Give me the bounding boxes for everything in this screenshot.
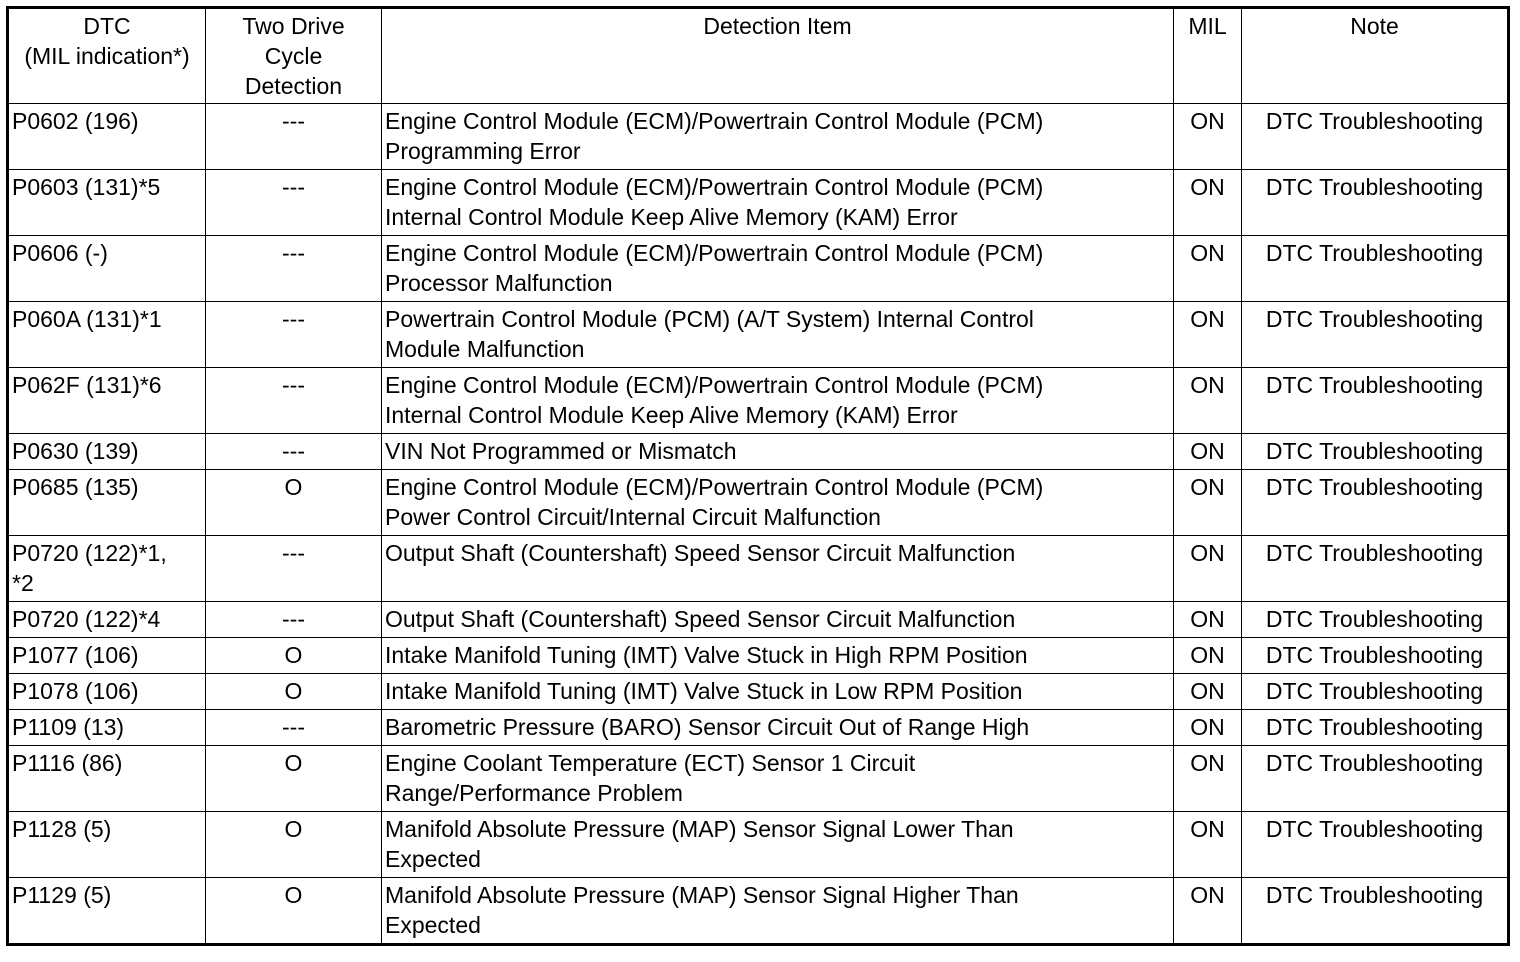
header-two-drive-cycle: Two Drive Cycle Detection [206,8,382,104]
mil-status: ON [1174,368,1242,434]
detection-item: Intake Manifold Tuning (IMT) Valve Stuck in Low RPM Position [382,674,1174,710]
detection-item: Engine Control Module (ECM)/Powertrain Control Module (PCM) Internal Control Module Keep Alive Memory (KAM) Error [382,170,1174,236]
table-row [8,302,1509,368]
two-drive-cycle: --- [206,170,382,236]
mil-status: ON [1174,434,1242,470]
detection-item: VIN Not Programmed or Mismatch [382,434,1174,470]
mil-status: ON [1174,746,1242,812]
detection-item: Engine Control Module (ECM)/Powertrain Control Module (PCM) Programming Error [382,104,1174,170]
header-note: Note [1242,8,1509,104]
mil-status: ON [1174,710,1242,746]
table-row [8,812,1509,878]
note: DTC Troubleshooting [1242,812,1509,878]
mil-status: ON [1174,170,1242,236]
mil-status: ON [1174,104,1242,170]
two-drive-cycle: O [206,674,382,710]
dtc-code: P1128 (5) [8,812,206,878]
two-drive-cycle: O [206,878,382,945]
table-row [8,710,1509,746]
table-row [8,236,1509,302]
note: DTC Troubleshooting [1242,170,1509,236]
dtc-code: P0603 (131)*5 [8,170,206,236]
note: DTC Troubleshooting [1242,368,1509,434]
note: DTC Troubleshooting [1242,710,1509,746]
note: DTC Troubleshooting [1242,434,1509,470]
table-row [8,104,1509,170]
mil-status: ON [1174,470,1242,536]
dtc-code: P1129 (5) [8,878,206,945]
mil-status: ON [1174,602,1242,638]
table-row [8,602,1509,638]
detection-item: Engine Coolant Temperature (ECT) Sensor 1 Circuit Range/Performance Problem [382,746,1174,812]
note: DTC Troubleshooting [1242,302,1509,368]
header-mil: MIL [1174,8,1242,104]
table-row [8,674,1509,710]
dtc-code: P0606 (-) [8,236,206,302]
detection-item: Output Shaft (Countershaft) Speed Sensor Circuit Malfunction [382,602,1174,638]
table-row [8,746,1509,812]
dtc-code: P1077 (106) [8,638,206,674]
mil-status: ON [1174,878,1242,945]
detection-item: Intake Manifold Tuning (IMT) Valve Stuck in High RPM Position [382,638,1174,674]
mil-status: ON [1174,812,1242,878]
note: DTC Troubleshooting [1242,470,1509,536]
detection-item: Barometric Pressure (BARO) Sensor Circuit Out of Range High [382,710,1174,746]
two-drive-cycle: --- [206,434,382,470]
dtc-code: P0685 (135) [8,470,206,536]
dtc-code: P0720 (122)*1, *2 [8,536,206,602]
dtc-code: P0602 (196) [8,104,206,170]
table-row [8,878,1509,945]
note: DTC Troubleshooting [1242,746,1509,812]
mil-status: ON [1174,302,1242,368]
table-header-row [8,8,1509,104]
two-drive-cycle: O [206,746,382,812]
table-body [8,104,1509,945]
two-drive-cycle: O [206,638,382,674]
dtc-code: P0630 (139) [8,434,206,470]
detection-item: Engine Control Module (ECM)/Powertrain Control Module (PCM) Power Control Circuit/Internal Circuit Malfunction [382,470,1174,536]
dtc-code: P0720 (122)*4 [8,602,206,638]
two-drive-cycle: --- [206,236,382,302]
table-row [8,368,1509,434]
detection-item: Engine Control Module (ECM)/Powertrain Control Module (PCM) Internal Control Module Keep Alive Memory (KAM) Error [382,368,1174,434]
note: DTC Troubleshooting [1242,602,1509,638]
table-row [8,170,1509,236]
detection-item: Output Shaft (Countershaft) Speed Sensor Circuit Malfunction [382,536,1174,602]
two-drive-cycle: --- [206,710,382,746]
detection-item: Manifold Absolute Pressure (MAP) Sensor Signal Higher Than Expected [382,878,1174,945]
mil-status: ON [1174,674,1242,710]
two-drive-cycle: O [206,470,382,536]
dtc-code: P1116 (86) [8,746,206,812]
note: DTC Troubleshooting [1242,878,1509,945]
note: DTC Troubleshooting [1242,674,1509,710]
table-row [8,638,1509,674]
detection-item: Engine Control Module (ECM)/Powertrain Control Module (PCM) Processor Malfunction [382,236,1174,302]
two-drive-cycle: --- [206,302,382,368]
note: DTC Troubleshooting [1242,104,1509,170]
two-drive-cycle: --- [206,602,382,638]
header-dtc: DTC (MIL indication*) [8,8,206,104]
note: DTC Troubleshooting [1242,236,1509,302]
header-detection-item: Detection Item [382,8,1174,104]
dtc-code: P1109 (13) [8,710,206,746]
mil-status: ON [1174,236,1242,302]
note: DTC Troubleshooting [1242,536,1509,602]
table-row [8,536,1509,602]
detection-item: Manifold Absolute Pressure (MAP) Sensor Signal Lower Than Expected [382,812,1174,878]
table-row [8,434,1509,470]
dtc-code: P060A (131)*1 [8,302,206,368]
two-drive-cycle: O [206,812,382,878]
mil-status: ON [1174,536,1242,602]
mil-status: ON [1174,638,1242,674]
dtc-code: P1078 (106) [8,674,206,710]
table-row [8,470,1509,536]
two-drive-cycle: --- [206,536,382,602]
dtc-code: P062F (131)*6 [8,368,206,434]
two-drive-cycle: --- [206,368,382,434]
dtc-table [6,6,1510,946]
two-drive-cycle: --- [206,104,382,170]
detection-item: Powertrain Control Module (PCM) (A/T System) Internal Control Module Malfunction [382,302,1174,368]
note: DTC Troubleshooting [1242,638,1509,674]
